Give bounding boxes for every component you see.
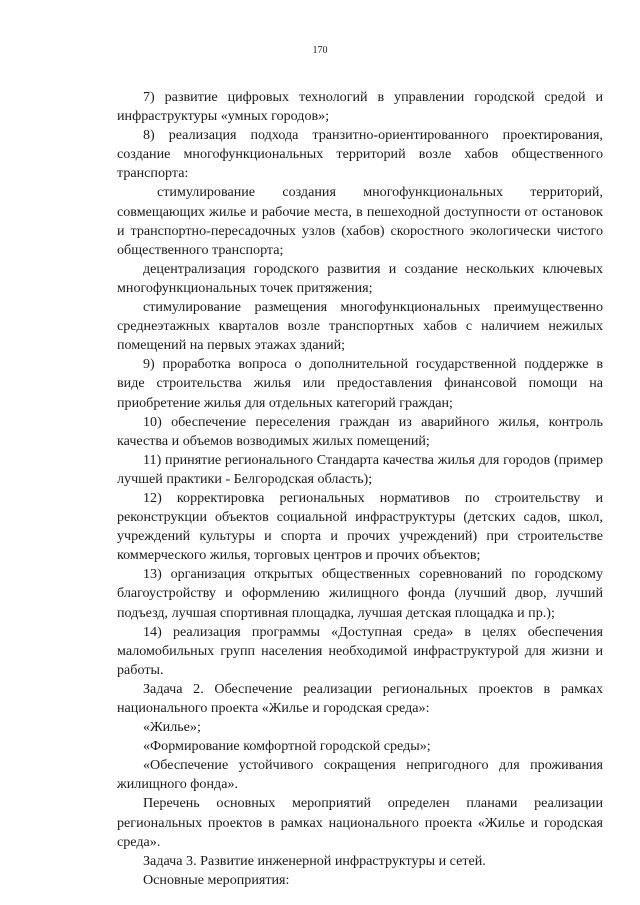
paragraph-subitem: децентрализация городского развития и создание нескольких ключевых многофункциональных точек притяжения; bbox=[117, 260, 603, 296]
paragraph-item-9: 9) проработка вопроса о дополнительной государственной поддержке в виде строительства жилья или предоставления финансовой помощи на приобретение жилья для отдельных категорий граждан; bbox=[117, 356, 603, 411]
paragraph-item-7: 7) развитие цифровых технологий в управлении городской средой и инфраструктуры «умных городов»; bbox=[117, 89, 603, 125]
main-measures-heading: Основные мероприятия: bbox=[143, 871, 290, 888]
task-3-heading: Задача 3. Развитие инженерной инфраструктуры и сетей. bbox=[143, 852, 486, 869]
paragraph-item-11: 11) принятие регионального Стандарта качества жилья для городов (пример лучшей практики - Белгородская область); bbox=[117, 451, 603, 487]
task-2-heading: Задача 2. Обеспечение реализации региональных проектов в рамках национального проекта «Жилье и городская среда»: bbox=[117, 680, 603, 716]
project-list-item: «Формирование комфортной городской среды»; bbox=[143, 738, 431, 755]
project-list-item: «Обеспечение устойчивого сокращения непригодного для проживания жилищного фонда». bbox=[117, 757, 603, 793]
project-list-item: «Жилье»; bbox=[143, 719, 201, 736]
paragraph-item-12: 12) корректировка региональных нормативов по строительству и реконструкции объектов социальной инфраструктуры (детских садов, школ, учреждений культуры и спорта и прочих учреждений) при строительстве коммерческого жилья, торговых центров и прочих объектов; bbox=[117, 489, 603, 564]
paragraph-subitem: стимулирование размещения многофункциональных преимущественно среднеэтажных кварталов возле транспортных хабов с наличием нежилых помещений на первых этажах зданий; bbox=[117, 299, 603, 354]
paragraph-item-14: 14) реализация программы «Доступная среда» в целях обеспечения маломобильных групп населения необходимой инфраструктурой для жизни и работы. bbox=[117, 623, 603, 678]
document-body bbox=[117, 88, 603, 890]
paragraph-item-10: 10) обеспечение переселения граждан из аварийного жилья, контроль качества и объемов возводимых жилых помещений; bbox=[117, 413, 603, 449]
paragraph-measures-list: Перечень основных мероприятий определен планами реализации региональных проектов в рамках национального проекта «Жилье и городская среда». bbox=[117, 795, 603, 850]
paragraph-subitem: стимулирование создания многофункциональных территорий, совмещающих жилье и рабочие места, в пешеходной доступности от остановок и транспортно-пересадочных узлов (хабов) скоростного экологически чистого общественного транспорта; bbox=[117, 184, 603, 258]
paragraph-item-13: 13) организация открытых общественных соревнований по городскому благоустройству и оформлению жилищного фонда (лучший двор, лучший подъезд, лучшая спортивная площадка, лучшая детская площадка и пр.); bbox=[117, 566, 603, 621]
paragraph-item-8: 8) реализация подхода транзитно-ориентированного проектирования, создание многофункциональных территорий возле хабов общественного транспорта: bbox=[117, 127, 603, 182]
page-number: 170 bbox=[312, 45, 328, 56]
